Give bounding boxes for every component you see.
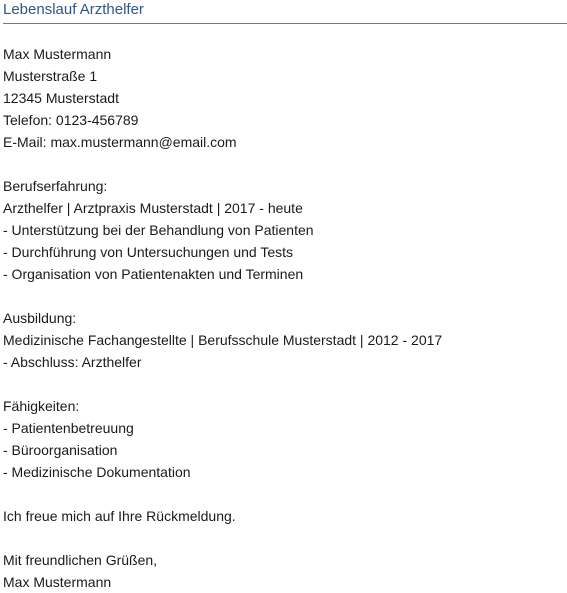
skills-heading: Fähigkeiten: bbox=[3, 398, 80, 414]
experience-position: Arzthelfer | Arztpraxis Musterstadt | 2017 - heute bbox=[3, 200, 303, 216]
contact-street: Musterstraße 1 bbox=[3, 68, 98, 84]
signature-name: Max Mustermann bbox=[3, 574, 112, 590]
skills-item: - Medizinische Dokumentation bbox=[3, 464, 191, 480]
experience-heading: Berufserfahrung: bbox=[3, 178, 108, 194]
closing-salutation: Mit freundlichen Grüßen, bbox=[3, 552, 158, 568]
education-entry: Medizinische Fachangestellte | Berufsschule Musterstadt | 2012 - 2017 bbox=[3, 332, 443, 348]
education-heading: Ausbildung: bbox=[3, 310, 77, 326]
contact-phone: Telefon: 0123-456789 bbox=[3, 112, 139, 128]
paragraph-gap bbox=[3, 483, 563, 505]
paragraph-gap bbox=[3, 373, 563, 395]
contact-city: 12345 Musterstadt bbox=[3, 90, 119, 106]
document-title: Lebenslauf Arzthelfer bbox=[3, 1, 144, 18]
paragraph-gap bbox=[3, 153, 563, 175]
paragraph-gap bbox=[3, 527, 563, 549]
contact-name: Max Mustermann bbox=[3, 46, 112, 62]
experience-item: - Organisation von Patientenakten und Terminen bbox=[3, 266, 304, 282]
skills-item: - Patientenbetreuung bbox=[3, 420, 134, 436]
title-underline bbox=[3, 23, 567, 24]
closing-text: Ich freue mich auf Ihre Rückmeldung. bbox=[3, 508, 236, 524]
skills-item: - Büroorganisation bbox=[3, 442, 118, 458]
contact-email: E-Mail: max.mustermann@email.com bbox=[3, 134, 237, 150]
document-body bbox=[3, 43, 563, 593]
paragraph-gap bbox=[3, 285, 563, 307]
experience-item: - Durchführung von Untersuchungen und Tests bbox=[3, 244, 294, 260]
education-item: - Abschluss: Arzthelfer bbox=[3, 354, 142, 370]
experience-item: - Unterstützung bei der Behandlung von Patienten bbox=[3, 222, 314, 238]
